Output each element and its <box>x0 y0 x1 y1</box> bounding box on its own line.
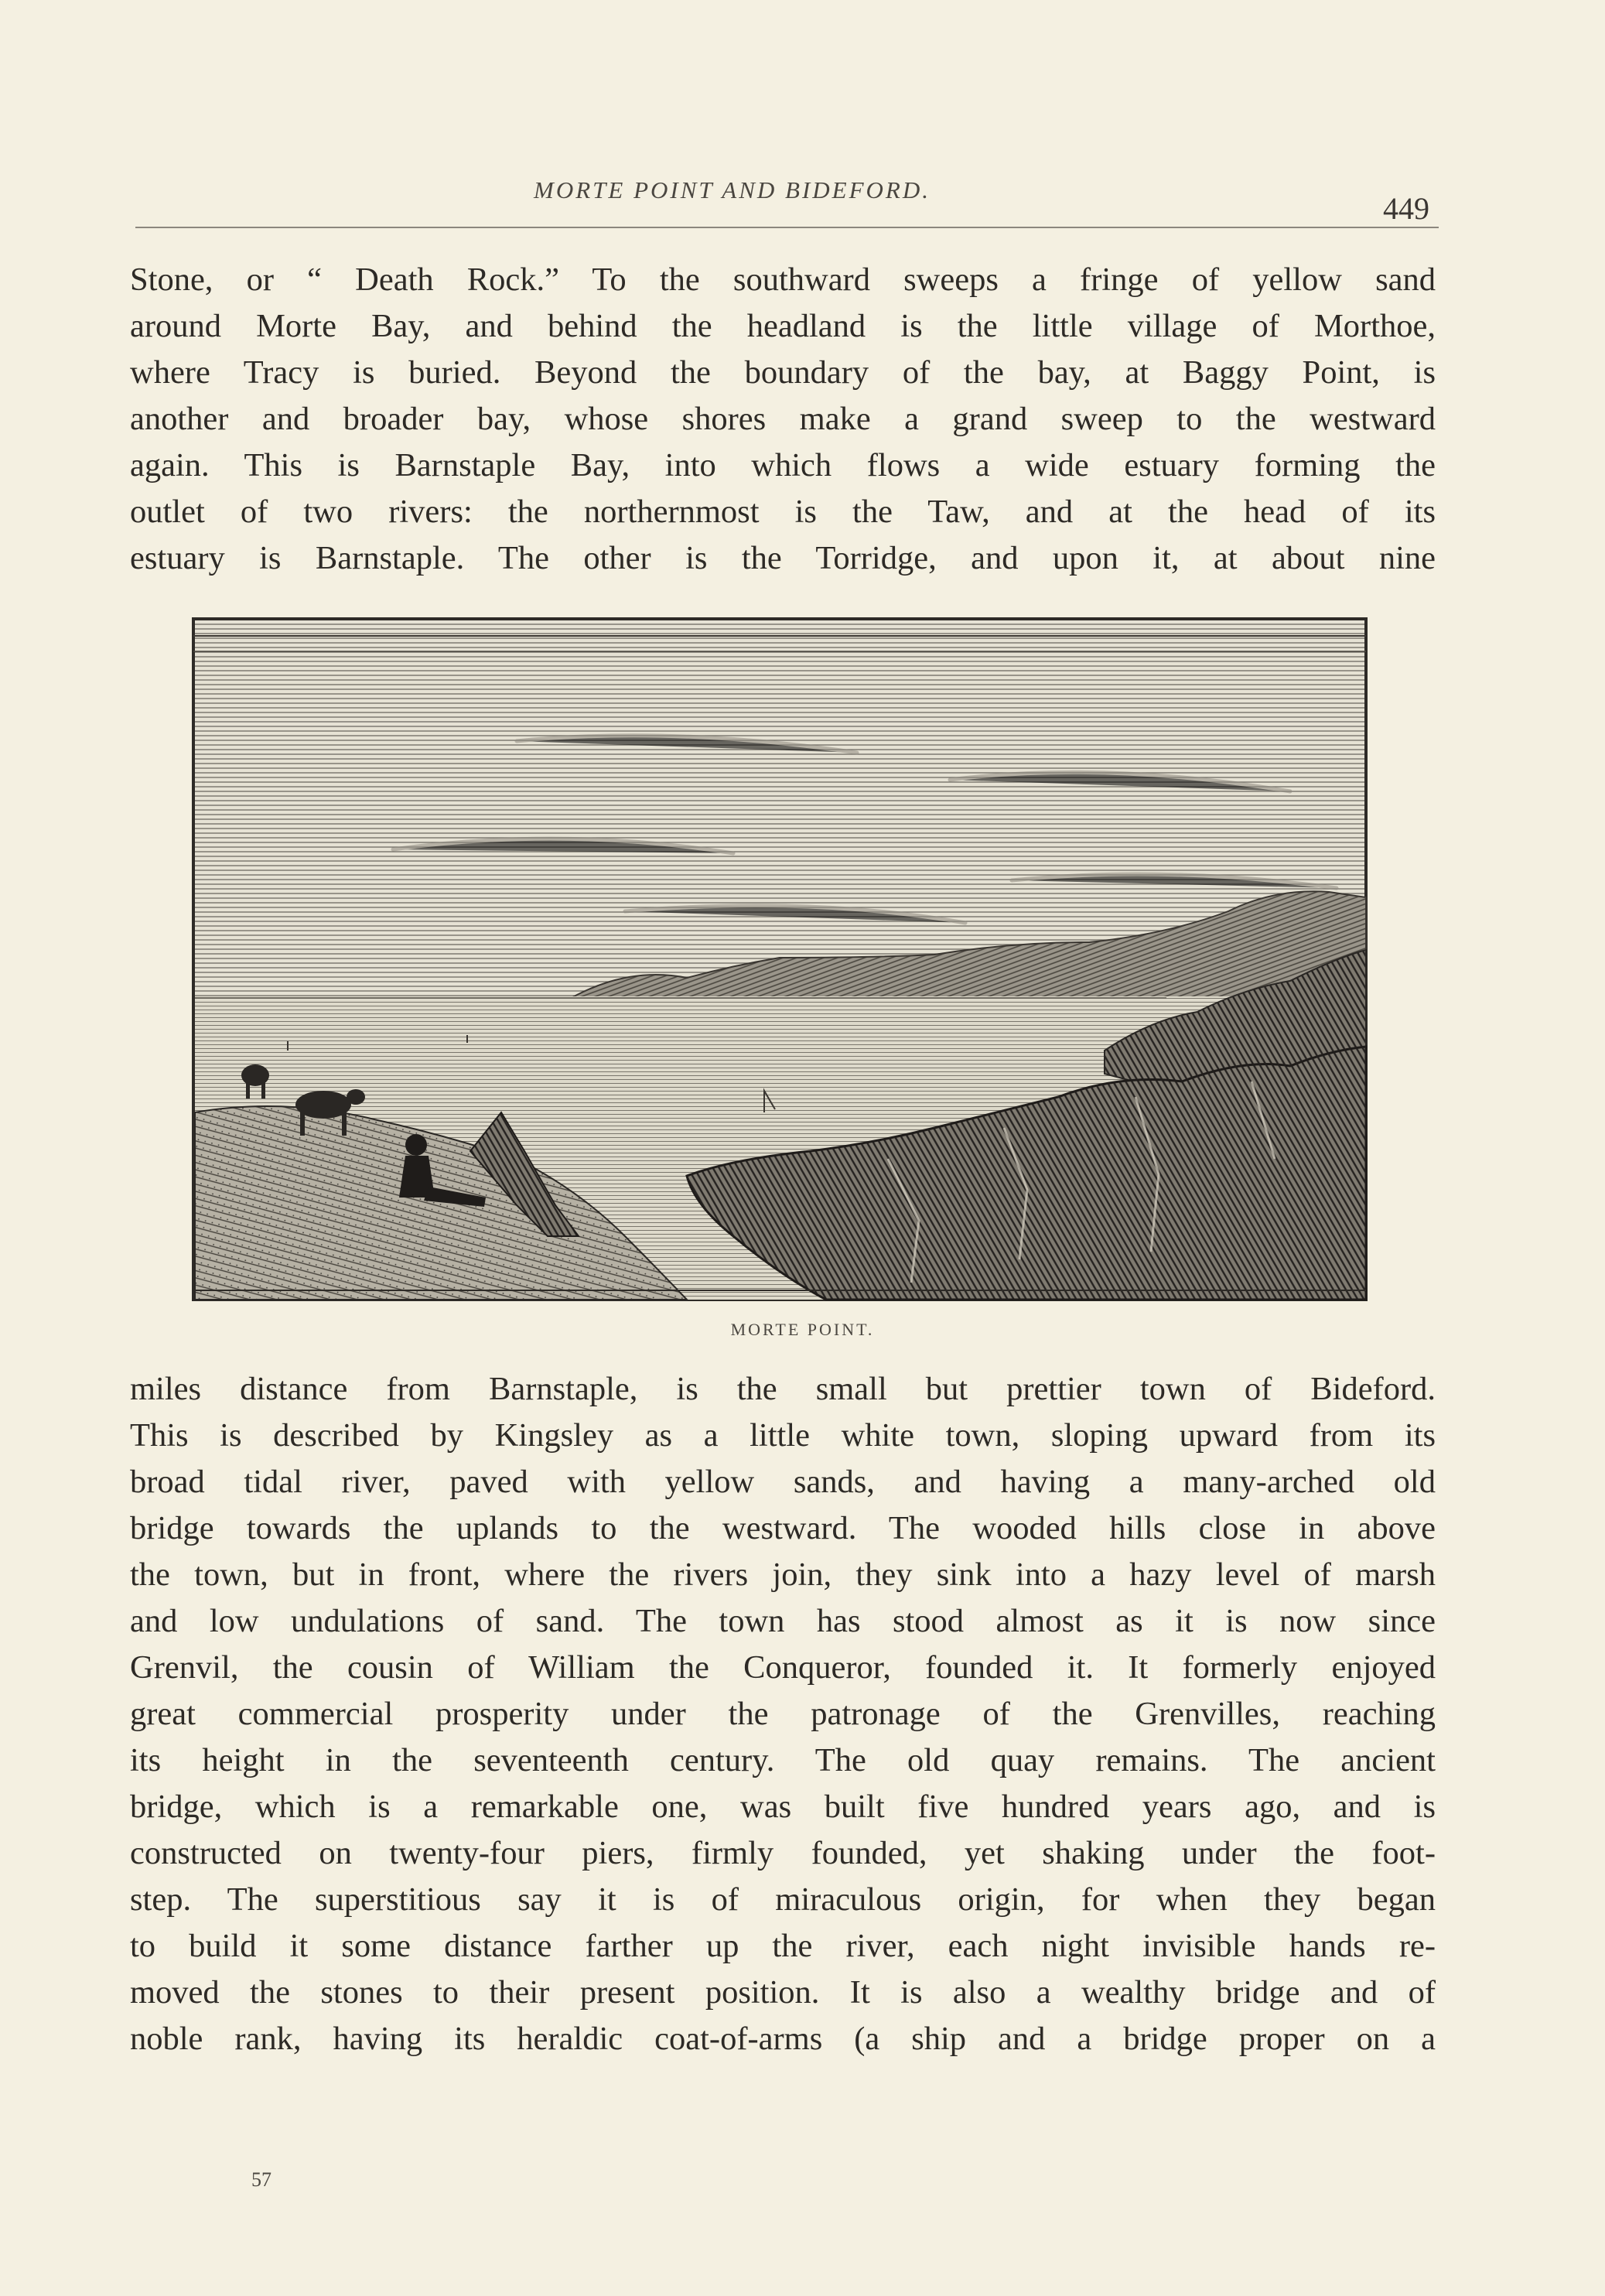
text-line: where Tracy is buried. Beyond the boundary of the bay, at Baggy Point, is <box>130 354 1436 391</box>
page-number: 449 <box>1383 191 1429 226</box>
running-title: MORTE POINT AND BIDEFORD. <box>534 176 931 203</box>
text-line: great commercial prosperity under the patronage of the Grenvilles, reaching <box>130 1696 1436 1732</box>
engraving-morte-point <box>192 617 1368 1301</box>
text-line: again. This is Barnstaple Bay, into which flows a wide estuary forming the <box>130 447 1436 483</box>
text-line: outlet of two rivers: the northernmost is the Taw, and at the head of its <box>130 494 1436 530</box>
text-line: around Morte Bay, and behind the headland is the little village of Morthoe, <box>130 308 1436 344</box>
text-line: step. The superstitious say it is of miraculous origin, for when they began <box>130 1881 1436 1918</box>
text-line: bridge towards the uplands to the westward. The wooded hills close in above <box>130 1510 1436 1546</box>
text-line: to build it some distance farther up the river, each night invisible hands re- <box>130 1928 1436 1964</box>
header-rule <box>135 227 1439 228</box>
text-line: another and broader bay, whose shores make a grand sweep to the westward <box>130 401 1436 437</box>
text-line: its height in the seventeenth century. The old quay remains. The ancient <box>130 1742 1436 1778</box>
text-line: This is described by Kingsley as a little white town, sloping upward from its <box>130 1417 1436 1454</box>
text-line: noble rank, having its heraldic coat-of-arms (a ship and a bridge proper on a <box>130 2021 1436 2057</box>
paragraph-top <box>130 257 1436 582</box>
text-line: the town, but in front, where the rivers join, they sink into a hazy level of marsh <box>130 1556 1436 1593</box>
text-line: Grenvil, the cousin of William the Conqueror, founded it. It formerly enjoyed <box>130 1649 1436 1686</box>
text-line: bridge, which is a remarkable one, was built five hundred years ago, and is <box>130 1789 1436 1825</box>
text-line: Stone, or “ Death Rock.” To the southward sweeps a fringe of yellow sand <box>130 261 1436 298</box>
text-line: miles distance from Barnstaple, is the small but prettier town of Bideford. <box>130 1371 1436 1407</box>
text-line: broad tidal river, paved with yellow sands, and having a many-arched old <box>130 1464 1436 1500</box>
text-line: constructed on twenty-four piers, firmly founded, yet shaking under the foot- <box>130 1835 1436 1871</box>
text-line: estuary is Barnstaple. The other is the Torridge, and upon it, at about nine <box>130 540 1436 576</box>
signature-mark: 57 <box>251 2168 271 2191</box>
text-line: moved the stones to their present position. It is also a wealthy bridge and of <box>130 1974 1436 2011</box>
paragraph-bottom <box>130 1366 1436 2062</box>
text-line: and low undulations of sand. The town has stood almost as it is now since <box>130 1603 1436 1639</box>
figure-caption: MORTE POINT. <box>730 1320 875 1339</box>
